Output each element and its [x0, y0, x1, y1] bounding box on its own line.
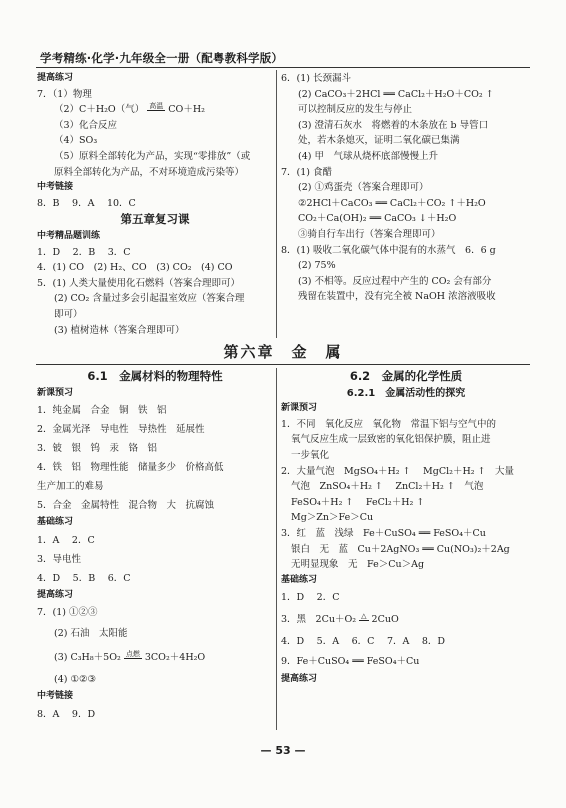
- answer-line: （4）SO₃: [54, 135, 98, 147]
- answer-line: 5．合金 金属特性 混合物 大 抗腐蚀: [37, 500, 215, 512]
- answer-line-equation: 3．黑 2Cu＋O₂ △ 2CuO: [281, 611, 399, 626]
- answer-line: 1．纯金属 合金 铜 铁 铝: [37, 405, 167, 417]
- answer-line: （5）原料全部转化为产品，实现“零排放”（或: [54, 150, 251, 162]
- reaction-condition: 高温: [149, 101, 164, 110]
- answer-line: 3．导电性: [37, 553, 82, 565]
- chapter-review-title: 第五章复习课: [120, 212, 190, 227]
- answer-line: ②2HCl＋CaCO₃ ══ CaCl₂＋CO₂ ↑＋H₂O: [298, 197, 486, 209]
- column-divider: [276, 368, 277, 730]
- section-heading: 中考精品题训练: [37, 230, 101, 241]
- answer-line: 一步氧化: [291, 449, 330, 461]
- answer-line: 处，若木条熄灭，证明二氧化碳已集满: [298, 135, 460, 147]
- answer-line: 5．(1) 人类大量使用化石燃料（答案合理即可）: [37, 277, 241, 289]
- answer-line: 2．金属光泽 导电性 导热性 延展性: [37, 424, 205, 436]
- answer-line: 银白 无 蓝 Cu＋2AgNO₃ ══ Cu(NO₃)₂＋2Ag: [291, 543, 510, 555]
- answer-line-equation: (3) C₃H₈＋5O₂ 点燃 3CO₂＋4H₂O: [54, 649, 206, 664]
- answer-line: 6．(1) 长颈漏斗: [281, 73, 352, 84]
- header-rule: [36, 67, 530, 68]
- section-heading: 基础练习: [37, 517, 74, 528]
- answer-line: (3) 不相等。反应过程中产生的 CO₂ 会有部分: [298, 275, 492, 287]
- section-heading: 基础练习: [281, 574, 318, 585]
- answer-line: 4．铁 铝 物理性能 储量多少 价格高低: [37, 462, 224, 474]
- answer-line: 8．B 9．A 10．C: [37, 197, 136, 209]
- answer-line: 1．不同 氧化反应 氧化物 常温下铝与空气中的: [281, 418, 497, 430]
- answer-line: (4) 甲 气球从烧杯底部慢慢上升: [298, 150, 438, 162]
- answer-line: 3．铍 银 钨 汞 铬 铝: [37, 443, 158, 455]
- section-heading: 新课预习: [37, 387, 74, 398]
- column-divider: [276, 70, 277, 338]
- section-heading: 中考链接: [37, 182, 74, 193]
- answer-line: 7．(1) ①②③: [37, 607, 98, 619]
- answer-line: 氧气反应生成一层致密的氧化铝保护膜，阻止进: [291, 434, 491, 446]
- answer-line: 原料全部转化为产品，不对环境造成污染等）: [54, 166, 245, 178]
- section-title: 6.1 金属材料的物理特性: [87, 369, 223, 383]
- answer-line: (2) 75%: [298, 260, 336, 272]
- answer-line: 9．Fe＋CuSO₄ ══ FeSO₄＋Cu: [281, 656, 420, 668]
- answer-line: Mg＞Zn＞Fe＞Cu: [291, 512, 374, 524]
- answer-line: （3）化合反应: [54, 119, 118, 131]
- section-heading: 新课预习: [281, 403, 318, 414]
- answer-line: 8．(1) 吸收二氧化碳气体中混有的水蒸气 6．6 g: [281, 244, 496, 256]
- answer-line: 可以控制反应的发生与停止: [298, 104, 413, 116]
- answer-line: 残留在装置中，没有完全被 NaOH 浓溶液吸收: [298, 291, 496, 303]
- answer-line-equation: （2）C＋H₂O（气） 高温 CO＋H₂: [54, 101, 205, 116]
- answer-line: 1．A 2．C: [37, 534, 95, 546]
- answer-line: (2) CO₂ 含量过多会引起温室效应（答案合理: [54, 293, 245, 305]
- answer-line: CO₂＋Ca(OH)₂ ══ CaCO₃ ↓＋H₂O: [298, 213, 457, 225]
- section-heading: 中考链接: [37, 691, 74, 702]
- answer-line: 8．A 9．D: [37, 708, 96, 720]
- answer-line: 7．(1) 食醋: [281, 166, 333, 178]
- answer-line: (2) CaCO₃＋2HCl ══ CaCl₂＋H₂O＋CO₂ ↑: [298, 88, 494, 100]
- answer-line: (3) 植树造林（答案合理即可）: [54, 324, 185, 336]
- answer-line: 生产加工的难易: [37, 481, 104, 493]
- page-header: 学考精练·化学·九年级全一册（配粤教科学版）: [40, 51, 284, 65]
- answer-line: 1．D 2．B 3．C: [37, 246, 131, 258]
- section-heading: 提高练习: [37, 73, 74, 83]
- answer-line: FeSO₄＋H₂ ↑ FeCl₂＋H₂ ↑: [291, 496, 425, 508]
- answer-line: 3．红 蓝 浅绿 Fe＋CuSO₄ ══ FeSO₄＋Cu: [281, 527, 486, 539]
- section-heading: 提高练习: [281, 674, 318, 685]
- bottom-left-column: [37, 368, 273, 724]
- answer-line: (3) 澄清石灰水 将燃着的木条放在 b 导管口: [298, 119, 489, 131]
- bottom-right-column: [281, 368, 531, 688]
- answer-line: ③骑自行车出行（答案合理即可）: [298, 228, 441, 240]
- answer-line: 4．(1) CO (2) H₂、CO (3) CO₂ (4) CO: [37, 262, 233, 274]
- answer-line: 即可）: [54, 308, 83, 320]
- answer-line: 2．大量气泡 MgSO₄＋H₂ ↑ MgCl₂＋H₂ ↑ 大量: [281, 465, 515, 477]
- answer-line: (2) 石油 太阳能: [54, 628, 128, 640]
- chapter-rule: [36, 364, 530, 365]
- answer-line: 1．D 2．C: [281, 592, 340, 604]
- answer-line: 4．D 5．A 6．C 7．A 8．D: [281, 636, 446, 648]
- answer-line: 无明显现象 无 Fe＞Cu＞Ag: [291, 559, 425, 571]
- answer-line: 7．（1）物理: [37, 88, 92, 100]
- answer-line: 气泡 ZnSO₄＋H₂ ↑ ZnCl₂＋H₂ ↑ 气泡: [291, 481, 484, 493]
- section-heading: 提高练习: [37, 589, 74, 600]
- reaction-condition: 点燃: [125, 649, 140, 658]
- reaction-condition: △: [361, 611, 367, 620]
- top-right-column: [281, 71, 531, 305]
- chapter-title: 第六章 金 属: [223, 343, 343, 361]
- page-number: — 53 —: [260, 744, 306, 757]
- section-title: 6.2 金属的化学性质: [349, 369, 463, 383]
- answer-line: 4．D 5．B 6．C: [37, 572, 131, 584]
- top-left-column: [37, 71, 273, 338]
- subsection-title: 6.2.1 金属活动性的探究: [346, 387, 466, 399]
- answer-line: (4) ①②③: [54, 674, 97, 686]
- answer-line: (2) ①鸡蛋壳（答案合理即可）: [298, 182, 429, 194]
